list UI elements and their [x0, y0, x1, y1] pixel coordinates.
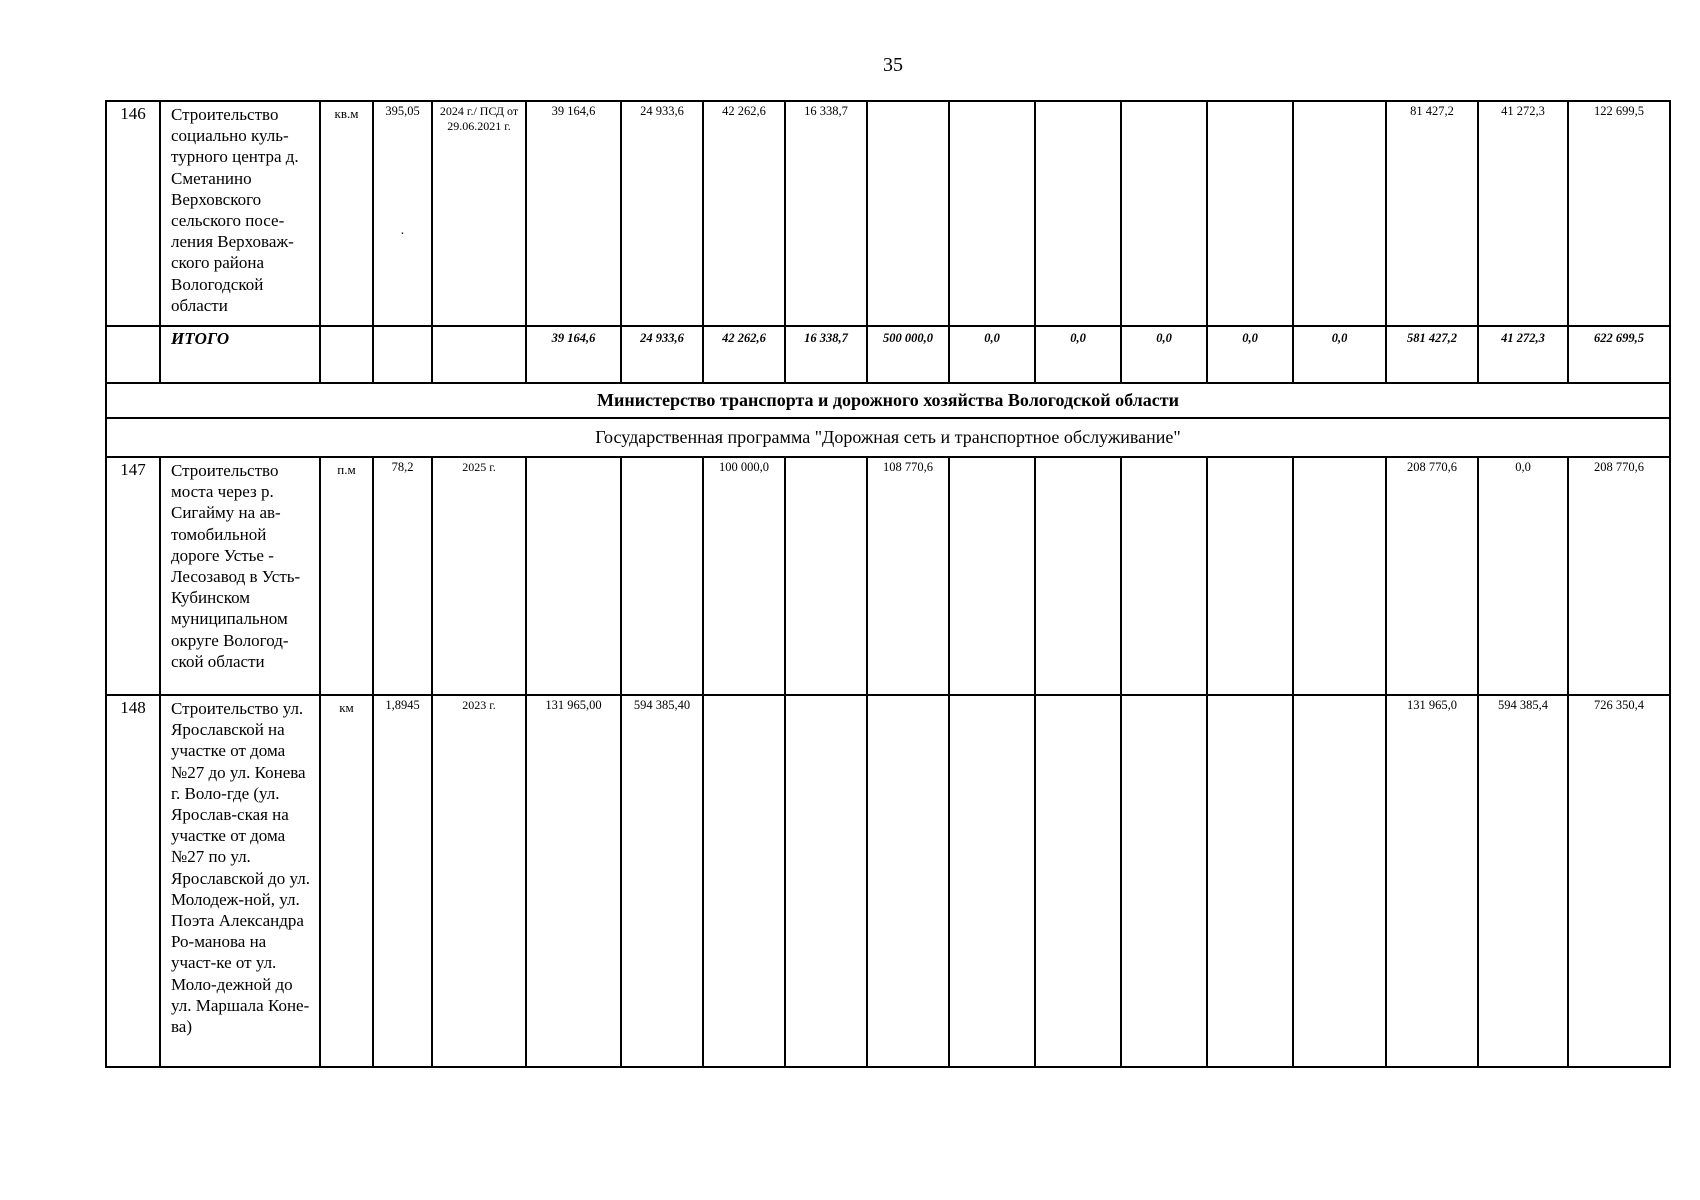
- value-cell: [703, 695, 785, 1067]
- ministry-row: [106, 383, 1670, 418]
- investment-table: [105, 100, 1671, 1068]
- object-name: Строительство моста через р. Сигайму на ав-томобильной дороге Устье - Лесозавод в Усть-Кубинском муниципальном округе Вологод-ской области: [160, 457, 320, 695]
- total-value: 0,0: [1121, 326, 1207, 383]
- value-cell: [526, 457, 621, 695]
- value-cell: 81 427,2: [1386, 101, 1478, 326]
- value-cell: [621, 457, 703, 695]
- capacity-cell: 1,8945: [373, 695, 432, 1067]
- value-cell: 39 164,6: [526, 101, 621, 326]
- value-cell: [785, 457, 867, 695]
- stray-dot: ·: [400, 227, 405, 242]
- value-cell: [867, 101, 949, 326]
- value-cell: 131 965,00: [526, 695, 621, 1067]
- table-row: [106, 457, 1670, 695]
- value-cell: [1121, 695, 1207, 1067]
- value-cell: 208 770,6: [1386, 457, 1478, 695]
- term-cell: 2023 г.: [432, 695, 526, 1067]
- value-cell: [949, 457, 1035, 695]
- term-cell: 2024 г./ ПСД от 29.06.2021 г.: [432, 101, 526, 326]
- capacity-cell: [373, 101, 432, 326]
- unit-cell: км: [320, 695, 373, 1067]
- value-cell: 41 272,3: [1478, 101, 1568, 326]
- object-name: Строительство ул. Ярославской на участке от дома №27 до ул. Конева г. Воло-где (ул. Ярослав-ская на участке от дома №27 по ул. Ярославской до ул. Молодеж-ной, ул. Поэта Александра Ро-манова на участ-ке от ул. Моло-дежной до ул. Маршала Коне-ва): [160, 695, 320, 1067]
- term-cell: 2025 г.: [432, 457, 526, 695]
- empty-cell: [320, 326, 373, 383]
- total-value: 41 272,3: [1478, 326, 1568, 383]
- row-number: 148: [106, 695, 160, 1067]
- total-value: 622 699,5: [1568, 326, 1670, 383]
- value-cell: [785, 695, 867, 1067]
- capacity-value: 395,05: [385, 104, 420, 118]
- unit-cell: п.м: [320, 457, 373, 695]
- value-cell: [1293, 695, 1386, 1067]
- value-cell: [1035, 695, 1121, 1067]
- value-cell: 726 350,4: [1568, 695, 1670, 1067]
- row-number: 147: [106, 457, 160, 695]
- capacity-cell: 78,2: [373, 457, 432, 695]
- total-value: 24 933,6: [621, 326, 703, 383]
- page-number: 35: [883, 54, 903, 76]
- value-cell: 122 699,5: [1568, 101, 1670, 326]
- value-cell: [1207, 457, 1293, 695]
- value-cell: [867, 695, 949, 1067]
- total-label: ИТОГО: [160, 326, 320, 383]
- value-cell: [949, 101, 1035, 326]
- value-cell: 42 262,6: [703, 101, 785, 326]
- empty-cell: [432, 326, 526, 383]
- total-value: 500 000,0: [867, 326, 949, 383]
- value-cell: [949, 695, 1035, 1067]
- value-cell: 0,0: [1478, 457, 1568, 695]
- empty-cell: [373, 326, 432, 383]
- row-number: 146: [106, 101, 160, 326]
- table-row: [106, 101, 1670, 326]
- value-cell: 594 385,4: [1478, 695, 1568, 1067]
- total-value: 39 164,6: [526, 326, 621, 383]
- total-value: 0,0: [949, 326, 1035, 383]
- empty-cell: [106, 326, 160, 383]
- table-row: [106, 695, 1670, 1067]
- value-cell: [1035, 457, 1121, 695]
- program-heading: Государственная программа "Дорожная сеть и транспортное обслуживание": [106, 418, 1670, 457]
- value-cell: [1293, 101, 1386, 326]
- total-value: 581 427,2: [1386, 326, 1478, 383]
- total-value: 16 338,7: [785, 326, 867, 383]
- value-cell: 24 933,6: [621, 101, 703, 326]
- value-cell: [1121, 457, 1207, 695]
- value-cell: [1035, 101, 1121, 326]
- ministry-heading: Министерство транспорта и дорожного хозяйства Вологодской области: [106, 383, 1670, 418]
- value-cell: [1207, 695, 1293, 1067]
- total-value: 0,0: [1293, 326, 1386, 383]
- value-cell: [1293, 457, 1386, 695]
- program-row: [106, 418, 1670, 457]
- value-cell: 108 770,6: [867, 457, 949, 695]
- value-cell: [1207, 101, 1293, 326]
- total-row: [106, 326, 1670, 383]
- value-cell: 16 338,7: [785, 101, 867, 326]
- value-cell: 594 385,40: [621, 695, 703, 1067]
- unit-cell: кв.м: [320, 101, 373, 326]
- total-value: 0,0: [1207, 326, 1293, 383]
- value-cell: 100 000,0: [703, 457, 785, 695]
- value-cell: [1121, 101, 1207, 326]
- total-value: 42 262,6: [703, 326, 785, 383]
- total-value: 0,0: [1035, 326, 1121, 383]
- object-name: Строительство социально куль-турного центра д. Сметанино Верховского сельского посе-ления Верховаж-ского района Вологодской области: [160, 101, 320, 326]
- value-cell: 131 965,0: [1386, 695, 1478, 1067]
- value-cell: 208 770,6: [1568, 457, 1670, 695]
